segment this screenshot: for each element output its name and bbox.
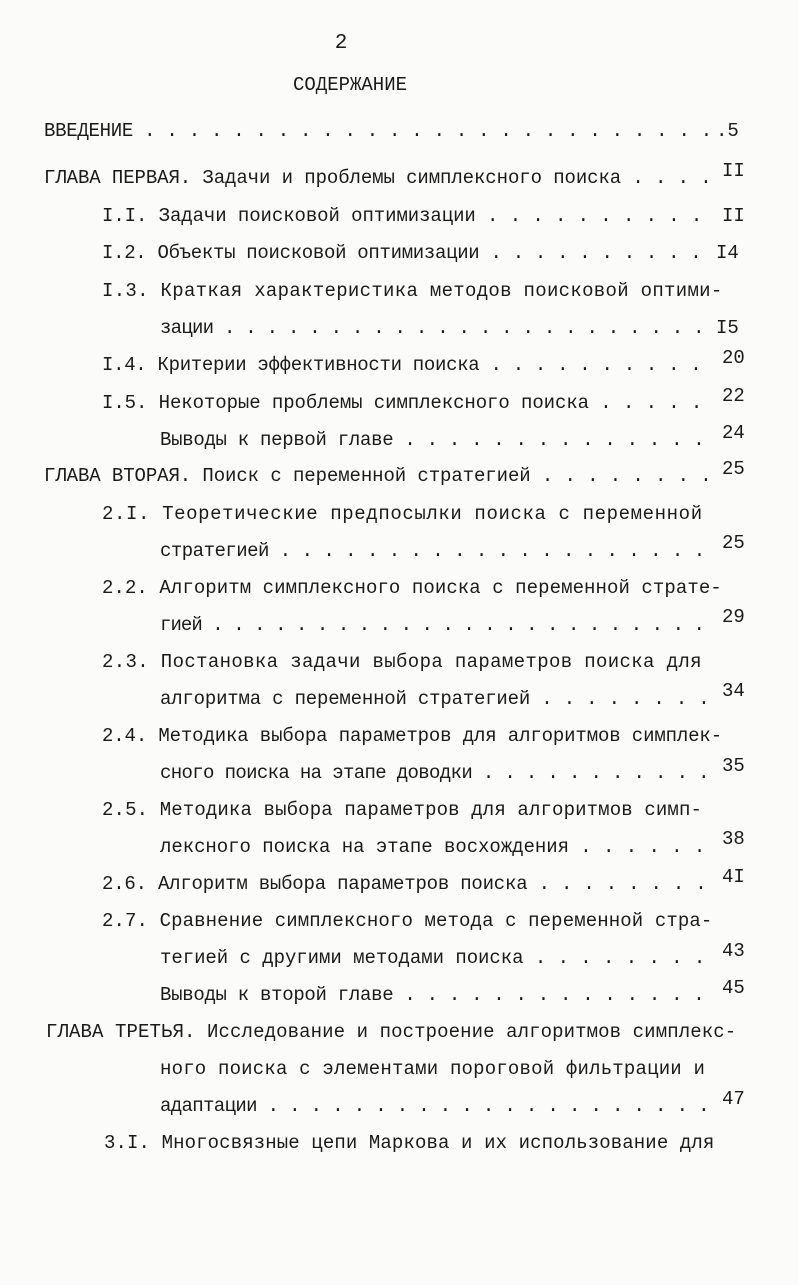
toc-page-intro: .5: [716, 120, 739, 142]
toc-line-2-3-cont: алгоритма с переменной стратегией . . . . . . . .: [160, 688, 710, 710]
contents-title: СОДЕРЖАНИЕ: [292, 74, 408, 96]
toc-line-chapter-2: ГЛАВА ВТОРАЯ. Поиск с переменной стратегией . . . . . . . .: [44, 465, 712, 487]
toc-line-1-5: I.5. Некоторые проблемы симплексного поиска . . . . .: [102, 392, 703, 414]
toc-line-1-4: I.4. Критерии эффективности поиска . . . . . . . . . .: [102, 354, 702, 376]
toc-page-2-1: 25: [722, 532, 745, 554]
toc-line-2-3: 2.3. Постановка задачи выбора параметров поиска для: [102, 651, 702, 673]
page-number: 2: [334, 32, 348, 55]
toc-line-2-4: 2.4. Методика выбора параметров для алгоритмов симплек-: [102, 725, 722, 747]
toc-line-2-2: 2.2. Алгоритм симплексного поиска с переменной страте-: [102, 577, 722, 599]
toc-line-chapter-1: ГЛАВА ПЕРВАЯ. Задачи и проблемы симплексного поиска . . . .: [44, 167, 712, 189]
toc-line-2-2-cont: гией . . . . . . . . . . . . . . . . . . . . . . . .: [160, 614, 704, 636]
toc-line-3-1: 3.I. Многосвязные цепи Маркова и их использование для: [104, 1132, 715, 1154]
toc-line-2-7: 2.7. Сравнение симплексного метода с переменной стра-: [102, 910, 713, 932]
toc-line-2-7-cont: тегией с другими методами поиска . . . . . . . .: [160, 947, 706, 969]
toc-line-1-2: I.2. Объекты поисковой оптимизации . . . . . . . . . .: [102, 242, 702, 264]
toc-line-2-5-cont: лексного поиска на этапе восхождения . . . . . .: [160, 836, 706, 858]
toc-page-1-3: I5: [716, 317, 739, 339]
toc-page-1-4: 20: [722, 347, 745, 369]
toc-line-conclusion-2: Выводы к второй главе . . . . . . . . . . . . . .: [160, 984, 705, 1006]
toc-line-1-3-cont: зации . . . . . . . . . . . . . . . . . . . . . . .: [160, 317, 704, 339]
toc-line-chapter-3-cont-2: адаптации . . . . . . . . . . . . . . . . . . . . .: [160, 1095, 709, 1117]
toc-page-2-7: 43: [722, 940, 745, 962]
toc-page-1-2: I4: [716, 242, 739, 264]
toc-page-1-1: II: [722, 205, 745, 227]
toc-page-conclusion-1: 24: [722, 422, 745, 444]
toc-line-chapter-3-cont: ного поиска с элементами пороговой фильтрации и: [160, 1058, 706, 1080]
toc-line-2-5: 2.5. Методика выбора параметров для алгоритмов симп-: [102, 799, 703, 821]
toc-page-chapter-3: 47: [722, 1088, 745, 1110]
toc-line-conclusion-1: Выводы к первой главе . . . . . . . . . . . . . .: [160, 429, 705, 451]
toc-line-intro: ВВЕДЕНИЕ . . . . . . . . . . . . . . . . . . . . . . . . . .: [44, 120, 712, 142]
toc-page-2-4: 35: [722, 755, 745, 777]
toc-line-2-4-cont: сного поиска на этапе доводки . . . . . . . . . . .: [160, 762, 709, 784]
toc-line-2-1-cont: стратегией . . . . . . . . . . . . . . . . . . . .: [160, 540, 705, 562]
toc-page-1-5: 22: [722, 385, 745, 407]
toc-line-2-1: 2.I. Теоретические предпосылки поиска с переменной: [102, 503, 703, 525]
toc-line-chapter-3: ГЛАВА ТРЕТЬЯ. Исследование и построение алгоритмов симплекс-: [46, 1021, 737, 1043]
toc-page-2-2: 29: [722, 606, 745, 628]
toc-page-2-3: 34: [722, 680, 745, 702]
toc-page-chapter-1: II: [722, 160, 745, 182]
toc-line-2-6: 2.6. Алгоритм выбора параметров поиска . . . . . . . .: [102, 873, 707, 895]
toc-page-conclusion-2: 45: [722, 977, 745, 999]
toc-page-2-6: 4I: [722, 866, 745, 888]
toc-page-2-5: 38: [722, 828, 745, 850]
toc-line-1-3: I.3. Краткая характеристика методов поисковой оптими-: [102, 280, 723, 302]
toc-page-chapter-2: 25: [722, 458, 745, 480]
toc-line-1-1: I.I. Задачи поисковой оптимизации . . . . . . . . . .: [102, 205, 703, 227]
